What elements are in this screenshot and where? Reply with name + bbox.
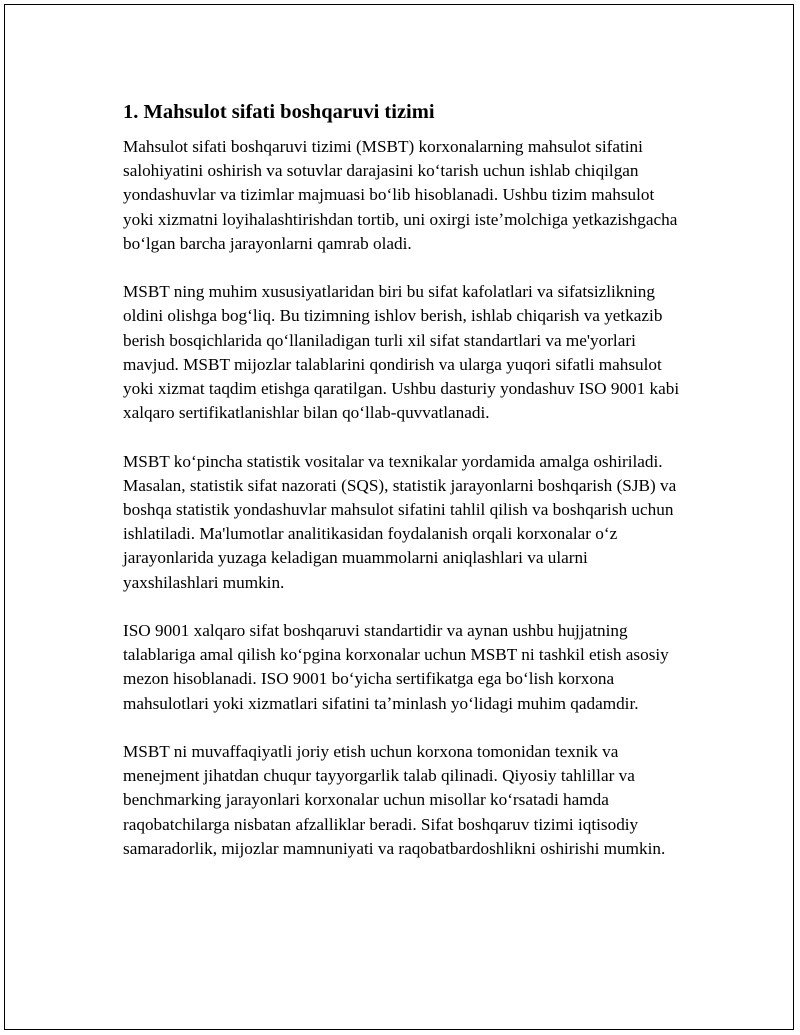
- page-frame: [4, 4, 794, 1030]
- section-title: 1. Mahsulot sifati boshqaruvi tizimi: [123, 101, 435, 123]
- document-body: [123, 99, 683, 885]
- paragraph-statistics: MSBT koʻpincha statistik vositalar va texnikalar yordamida amalga oshiriladi. Masalan, statistik sifat nazorati (SQS), statistik jarayonlarni boshqarish (SJB) va boshqa statistik yondashuvlar mahsulot sifatini tahlil qilish va boshqarish uchun ishlatiladi. Ma'lumotlar analitikasidan foydalanish orqali korxonalar oʻz jarayonlarida yuzaga keladigan muammolarni aniqlashlari va ularni yaxshilashlari mumkin.: [123, 451, 677, 592]
- paragraph-intro: Mahsulot sifati boshqaruvi tizimi (MSBT) korxonalarning mahsulot sifatini salohiyatini oshirish va sotuvlar darajasini koʻtarish uchun ishlab chiqilgan yondashuvlar va tizimlar majmuasi boʻlib hisoblanadi. Ushbu tizim mahsulot yoki xizmatni loyihalashtirishdan tortib, uni oxirgi isteʼmolchiga yetkazishgacha boʻlgan barcha jarayonlarni qamrab oladi.: [123, 137, 678, 253]
- paragraph-iso-9001: ISO 9001 xalqaro sifat boshqaruvi standartidir va aynan ushbu hujjatning talablariga amal qilish koʻpgina korxonalar uchun MSBT ni tashkil etish asosiy mezon hisoblanadi. ISO 9001 boʻyicha sertifikatga ega boʻlish korxona mahsulotlari yoki xizmatlari sifatini taʼminlash yoʻlidagi muhim qadamdir.: [123, 621, 669, 713]
- paragraph-features: MSBT ning muhim xususiyatlaridan biri bu sifat kafolatlari va sifatsizlikning oldini olishga bogʻliq. Bu tizimning ishlov berish, ishlab chiqarish va yetkazib berish bosqichlarida qoʻllaniladigan turli xil sifat standartlari va me'yorlari mavjud. MSBT mijozlar talablarini qondirish va ularga yuqori sifatli mahsulot yoki xizmat taqdim etishga qaratilgan. Ushbu dasturiy yondashuv ISO 9001 kabi xalqaro sertifikatlanishlar bilan qoʻllab-quvvatlanadi.: [123, 282, 680, 423]
- paragraph-implementation: MSBT ni muvaffaqiyatli joriy etish uchun korxona tomonidan texnik va menejment jihatdan chuqur tayyorgarlik talab qilinadi. Qiyosiy tahlillar va benchmarking jarayonlari korxonalar uchun misollar koʻrsatadi hamda raqobatchilarga nisbatan afzalliklar beradi. Sifat boshqaruv tizimi iqtisodiy samaradorlik, mijozlar mamnuniyati va raqobatbardoshlikni oshirishi mumkin.: [123, 742, 666, 858]
